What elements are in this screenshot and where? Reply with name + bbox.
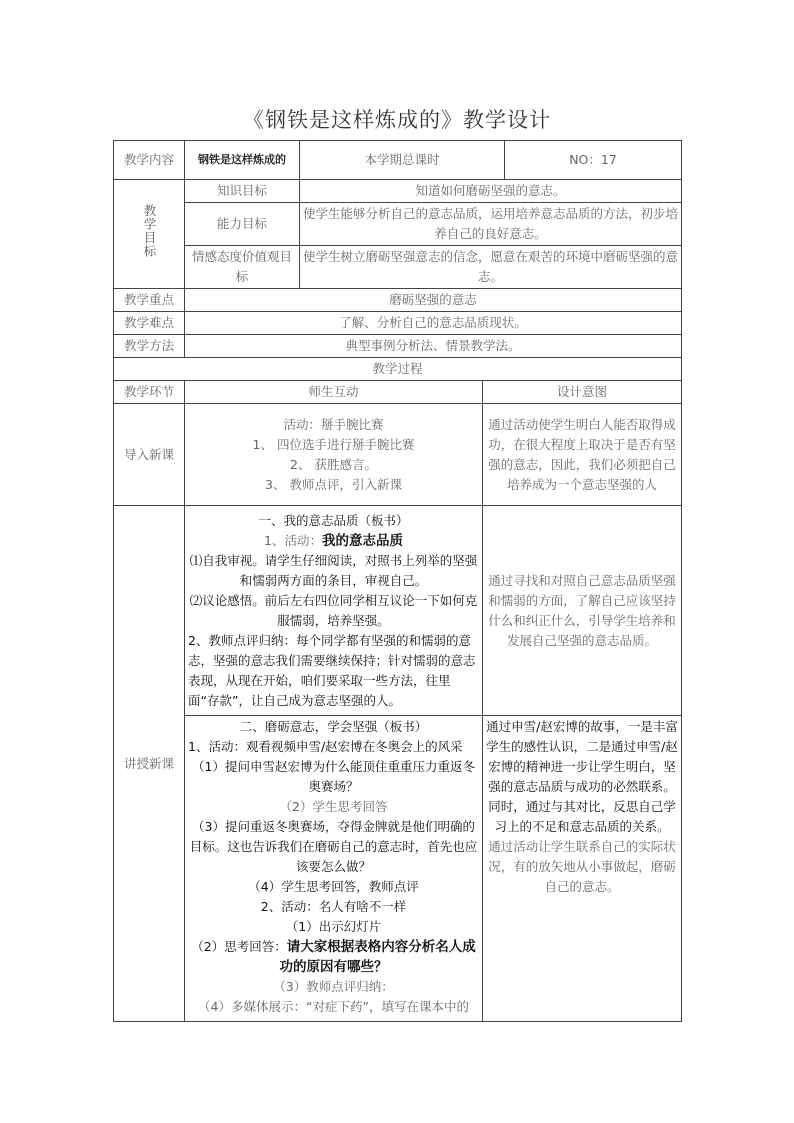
activity-line: 活动：掰手腕比赛 — [283, 416, 384, 432]
column-header-row — [114, 381, 682, 404]
goal-row-knowledge — [114, 180, 682, 203]
difficulty-label: 教学难点 — [114, 312, 185, 335]
total-hours-label: 本学期总课时 — [300, 141, 505, 180]
method-label: 教学方法 — [114, 335, 185, 358]
stage-name: 讲授新课 — [114, 506, 185, 1022]
goals-label-cell — [114, 180, 185, 289]
lesson-name: 钢铁是这样炼成的 — [185, 141, 300, 180]
section-heading: 一、我的意志品质（板书） — [258, 512, 409, 528]
activity-prefix: 1、活动： — [264, 532, 322, 548]
process-header-row — [114, 358, 682, 381]
key-point-label: 教学重点 — [114, 289, 185, 312]
activity-line: 3、 教师点评，引入新课 — [265, 476, 402, 492]
goal-row-attitude — [114, 246, 682, 289]
paragraph: ⑴自我审视。请学生仔细阅读，对照书上列举的坚强和懦弱两方面的条目，审视自己。 — [189, 552, 478, 588]
paragraph: ⑵议论感悟。前后左右四位同学相互议论一下如何克服懦弱，培养坚强。 — [189, 592, 478, 628]
activity-line: （1）提问申雪赵宏博为什么能顶住重重压力重返冬奥赛场？ — [192, 759, 475, 794]
goal-name: 情感态度价值观目标 — [185, 246, 300, 289]
content-row — [114, 141, 682, 180]
method-row — [114, 335, 682, 358]
activity-line: （2）学生思考回答 — [279, 799, 388, 814]
intent-column-header: 设计意图 — [483, 381, 682, 404]
lesson-number: NO：17 — [505, 141, 682, 180]
question-prefix: （2）思考回答： — [191, 939, 287, 954]
stage-row-intro — [114, 404, 682, 506]
goal-name: 知识目标 — [185, 180, 300, 203]
question-text: 请大家根据表格内容分析名人成功的原因有哪些？ — [279, 939, 476, 975]
goal-text: 使学生树立磨砺坚强意志的信念，愿意在艰苦的环境中磨砺坚强的意志。 — [300, 246, 682, 289]
process-header: 教学过程 — [114, 358, 682, 381]
goal-name: 能力目标 — [185, 203, 300, 246]
goal-text: 知道如何磨砺坚强的意志。 — [300, 180, 682, 203]
stage-name: 导入新课 — [114, 404, 185, 506]
content-label: 教学内容 — [114, 141, 185, 180]
stage-interaction — [185, 404, 483, 506]
activity-line: （3）教师点评归纳： — [273, 979, 394, 994]
difficulty-row — [114, 312, 682, 335]
stage-row-teaching — [114, 506, 682, 716]
difficulty-text: 了解、分析自己的意志品质现状。 — [185, 312, 682, 335]
activity-title: 我的意志品质 — [321, 532, 403, 549]
stage-column-header: 教学环节 — [114, 381, 185, 404]
section-heading: 二、磨砺意志，学会坚强（板书） — [239, 719, 428, 734]
stage-row-teaching-2 — [114, 716, 682, 1022]
goals-label: 教学目标 — [142, 204, 157, 258]
stage-intent: 通过活动使学生明白人能否取得成功，在很大程度上取决于是否有坚强的意志，因此，我们必须把自己培养成为一个意志坚强的人 — [483, 404, 682, 506]
stage-interaction — [185, 716, 483, 1022]
stage-intent: 通过寻找和对照自己意志品质坚强和懦弱的方面，了解自己应该坚持什么和纠正什么，引导学生培养和发展自己坚强的意志品质。 — [483, 506, 682, 716]
goal-row-ability — [114, 203, 682, 246]
goal-text: 使学生能够分析自己的意志品质，运用培养意志品质的方法，初步培养自己的良好意志。 — [300, 203, 682, 246]
stage-interaction — [185, 506, 483, 716]
document-title: 《钢铁是这样炼成的》教学设计 — [243, 108, 551, 132]
activity-line: 1、 四位选手进行掰手腕比赛 — [252, 436, 415, 452]
activity-line: （3）提问重返冬奥赛场，夺得金牌就是他们明确的目标。这也告诉我们在磨砺自己的意志时，首先也应该要怎么做？ — [189, 819, 478, 874]
key-point-text: 磨砺坚强的意志 — [185, 289, 682, 312]
stage-intent — [483, 716, 682, 1022]
method-text: 典型事例分析法、情景教学法。 — [185, 335, 682, 358]
interaction-column-header: 师生互动 — [185, 381, 483, 404]
lesson-plan-table — [113, 140, 682, 1022]
activity-line: （1）出示幻灯片 — [285, 919, 382, 934]
intent-paragraph: 通过申雪/赵宏博的故事，一是丰富学生的感性认识，二是通过申雪/赵宏博的精神进一步让学生明白，坚强的意志品质与成功的必然联系。同时，通过与其对比，反思自己学习上的不足和意志品质的关系。 — [486, 719, 678, 834]
activity-line: 2、活动：名人有啥不一样 — [260, 899, 407, 914]
intent-paragraph: 通过活动让学生联系自己的实际状况，有的放矢地从小事做起，磨砺自己的意志。 — [488, 839, 676, 894]
activity-line: 1、活动：观看视频申雪/赵宏博在冬奥会上的风采 — [188, 739, 463, 754]
activity-line: 2、 获胜感言。 — [290, 456, 377, 472]
activity-line: （4）学生思考回答，教师点评 — [248, 879, 419, 894]
activity-line: （4）多媒体展示：“对症下药”，填写在课本中的 — [198, 999, 469, 1014]
key-point-row — [114, 289, 682, 312]
paragraph: 2、教师点评归纳：每个同学都有坚强的和懦弱的意志，坚强的意志我们需要继续保持；针对懦弱的意志表现，从现在开始，咱们要采取一些方法，往里面“存款”，让自己成为意志坚强的人。 — [188, 632, 476, 708]
